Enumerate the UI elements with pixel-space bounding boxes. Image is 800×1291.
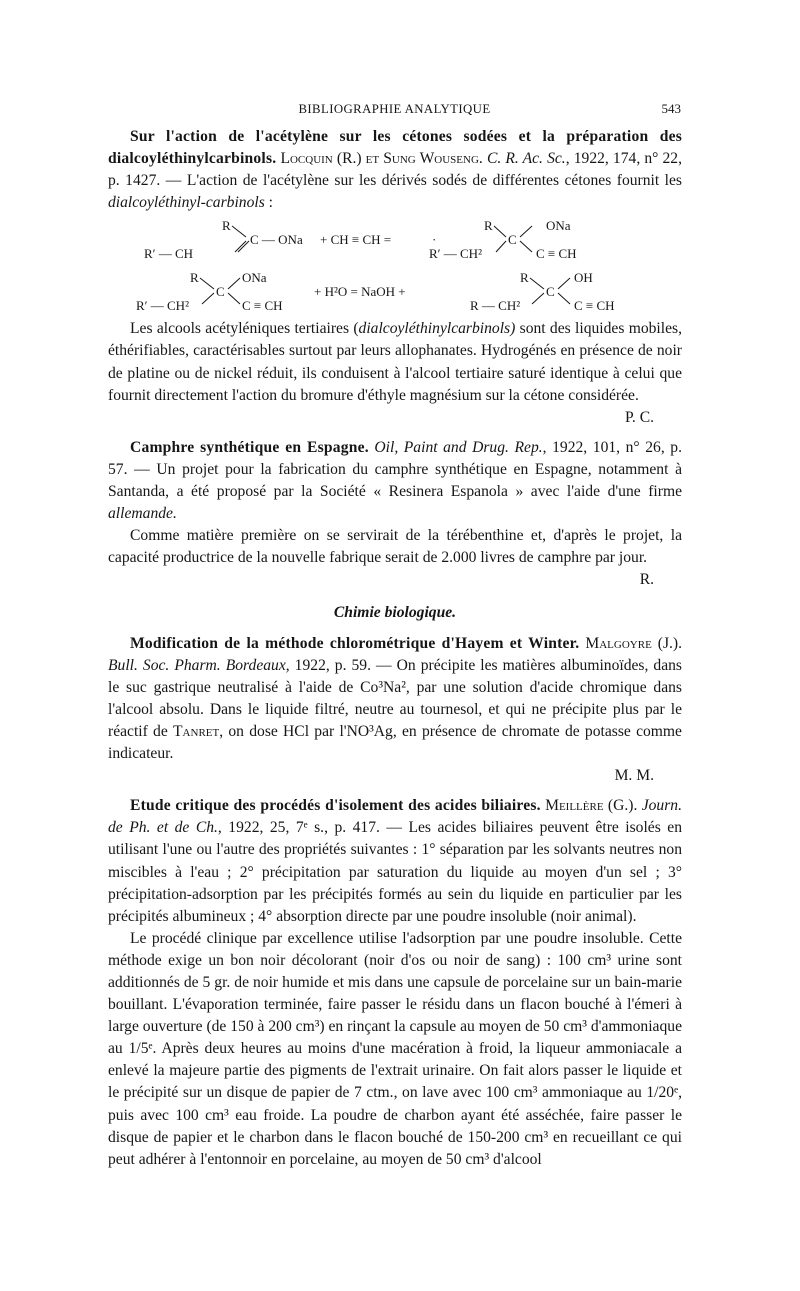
article-meillere [108,795,682,928]
formula-label: + CH ≡ CH = [320,232,392,248]
article-title: Camphre synthétique en Espagne. [130,438,369,456]
firm-origin: allemande. [108,505,177,523]
paragraph-text: Le procédé clinique par excellence utilise l'adsorption par une poudre insoluble. Cette méthode exige un bon noir décolorant (noir d'os ou noir de sang) : 100 cm³ urine sont additionnés de 5 gr. de noir humide et mis dans une capsule de porcelaine sur un bain-marie bouillant. L'évaporation terminée, faire passer le résidu dans un flacon bouché à l'émeri à large ouverture (de 150 à 200 cm³) en rinçant la capsule au moyen de 50 cm³ d'ammoniaque au 1/5ᵉ. Après deux heures au moins d'une macération à froid, la liqueur ammoniacale a enlevé la majeure partie des pigments de l'extrait urinaire. On fait alors passer le liquide et le précipité sur un disque de papier de 7 ctm., on lave avec 100 cm³ ammoniaque au 1/20ᵉ, puis avec 100 cm³ eau froide. La poudre de charbon ayant été asséchée, faire passer le disque de papier et le charbon dans le flacon bouché de 150-200 cm³ en recueillant ce qui peut adhérer à l'entonnoir en porcelaine, au moyen de 50 cm³ d'alcool [108,929,682,1168]
section-heading: Chimie biologique. [333,603,457,621]
bond-line [228,278,240,289]
page-content [108,126,682,1171]
article-locquin [108,126,682,214]
reaction-formula-1 [142,214,682,266]
bond-line [496,241,506,252]
reaction-formula-2 [136,266,682,318]
spacer [108,787,682,795]
bond-line [200,278,214,289]
article-paragraph [108,525,682,591]
article-signature: P. C. [624,408,654,426]
article-malgoyre [108,633,682,788]
article-authors: Malgoyre (J.). [585,634,682,652]
journal-name: Oil, Paint and Drug. Rep. [374,438,543,456]
formula-label: C [508,232,517,248]
journal-name: C. R. Ac. Sc. [486,150,566,168]
formula-label: R′ — CH² [429,246,482,262]
bond-line [558,293,570,304]
article-title: Etude critique des procédés d'isolement des acides biliaires. [130,797,541,815]
article-title: Sur l'action de l'acétylène sur les cétones sodées et la préparation des dialcoyléthinylcarbinols. [108,128,682,168]
article-title: Modification de la méthode chlorométrique d'Hayem et Winter. [130,634,580,652]
formula-label: C [546,284,555,300]
formula-label: ONa [242,270,267,286]
article-camphre [108,437,682,525]
article-reference: , 1922, 25, 7ᵉ s., p. 417. — Les acides biliaires peuvent être isolés en utilisant l'une ou l'autre des propriétés suivantes : 1° séparation par les solvants neutres non miscibles à l'eau ; 2° précipitation par saturation du liquide au moyen d'un sel ; 3° précipitation-adsorption par les précipités formés au sein du liquide en particulier par les précipités albumineux ; 4° absorption directe par une poudre insoluble (noir animal). [108,819,682,925]
article-reference: , 1922, 101, n° 26, p. 57. — Un projet pour la fabrication du camphre synthétique en Espagne, notamment à Santanda, a été proposé par la Société « Resinera Espanola » avec l'aide d'une firme [108,438,682,501]
formula-label: ONa [546,218,571,234]
bond-line [520,241,532,252]
reagent-author: Tanret [173,722,220,740]
term-italic: dialcoyléthinylcarbinols) [358,320,516,338]
article-reference: , 1922, 174, n° 22, p. 1427. — L'action de l'acétylène sur les dérivés sodés de différentes cétones fournit les [108,150,682,190]
formula-label: + H²O = NaOH + [314,284,406,300]
spacer [108,429,682,437]
article-signature: R. [639,571,654,589]
formula-label: R′ — CH [144,246,194,262]
bond-line [232,226,246,237]
article-reference: , on dose HCl par l'NO³Ag, en présence de chromate de potasse comme indicateur. [108,722,682,763]
formula-label: OH [574,270,593,286]
formula-label: C ≡ CH [242,298,283,314]
page-number: 543 [661,101,681,116]
formula-label: R [520,270,529,286]
formula-label: R — CH² [470,298,521,314]
formula-label: C [216,284,225,300]
formula-label: R [190,270,199,286]
bond-line [532,293,544,304]
formula-label: R [484,218,493,234]
bond-line [202,293,214,304]
article-authors: Meillère (G.). [545,797,638,815]
bond-line [228,293,240,304]
paragraph-text: Comme matière première on se servirait de la térébenthine et, d'après le projet, la capacité productrice de la nouvelle fabrique serait de 2.000 livres de camphre par jour. [108,527,682,567]
formula-label: R [222,218,231,234]
bond-line [558,278,570,289]
article-authors: Locquin (R.) et Sung Wouseng. [280,150,483,168]
article-paragraph [108,318,682,428]
journal-name: Bull. Soc. Pharm. Bordeaux [108,656,286,674]
paragraph-text: Les alcools acétyléniques tertiaires ( [130,320,359,338]
running-title: BIBLIOGRAPHIE ANALYTIQUE [298,102,491,116]
bond-line [238,241,249,252]
colon: : [264,194,274,212]
bond-line [530,278,544,289]
formula-label: R′ — CH² [136,298,189,314]
bond-line [520,226,532,237]
formula-label: C ≡ CH [536,246,577,262]
formula-label: C ≡ CH [574,298,615,314]
article-signature: M. M. [614,767,654,785]
bond-line [494,226,506,237]
formula-label: · [432,232,437,248]
paragraph-text: sont des liquides mobiles, éthérifiables, caractérisables surtout par leurs allophanates. Hydrogénés en présence de noir de platine ou de nickel réduit, ils conduisent à l'alcool tertiaire saturé identique à celui que fournit directement l'action du bromure d'éthyle magnésium sur la cétone considérée. [108,320,682,404]
journal-name: Journ. de Ph. et de Ch. [108,797,682,837]
formula-label: C — ONa [250,232,303,248]
article-paragraph [108,928,682,1171]
article-reference: , 1922, p. 59. — On précipite les matières albuminoïdes, dans le suc gastrique neutralisé à l'aide de Co³Na², par une solution d'acide chromique dans l'alcool absolu. Dans le liquide filtré, neutre au tournesol, et qui ne précipite plus par le réactif de [108,656,682,740]
page-header [108,98,681,118]
term-dialcoylethinylcarbinols: dialcoyléthinyl-carbinols [108,194,265,212]
bond-line [235,241,246,252]
